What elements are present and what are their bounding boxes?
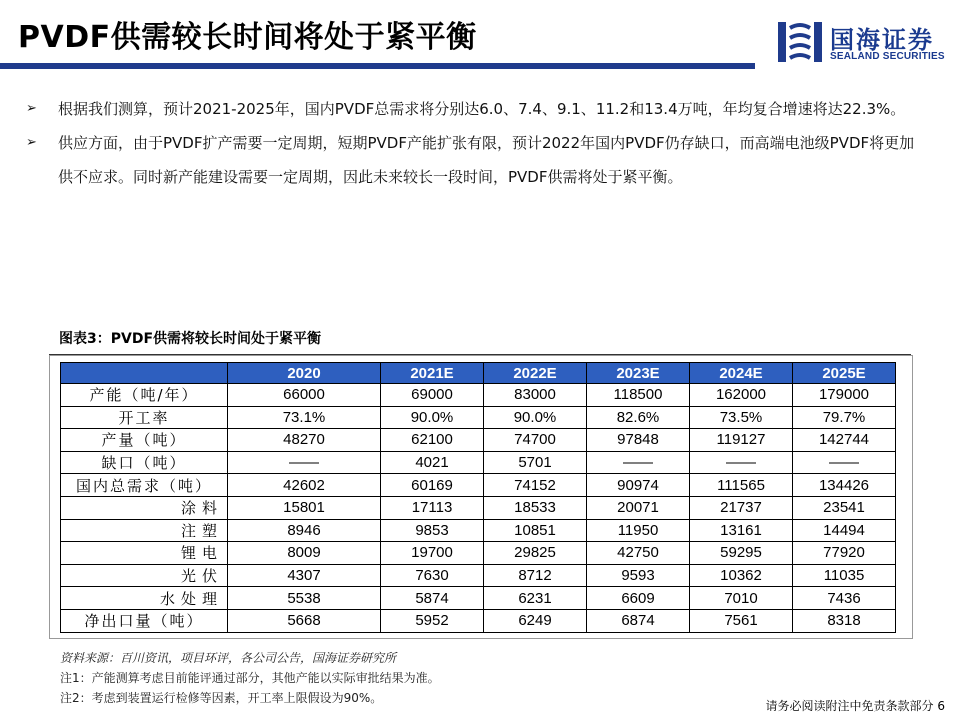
value-cell: 134426	[793, 474, 896, 497]
table-row	[61, 496, 896, 519]
logo-chinese-name: 国海证券	[830, 26, 934, 54]
bullet-text: 供应方面，由于PVDF扩产需要一定周期，短期PVDF产能扩张有限，预计2022年国内PVDF仍存缺口，而高端电池级PVDF将更加供不应求。同时新产能建设需要一定周期，因此未来较长一段时间，PVDF供需将处于紧平衡。	[58, 134, 915, 186]
value-cell: 6231	[484, 587, 587, 610]
value-cell: 8946	[228, 519, 381, 542]
value-cell: 6249	[484, 609, 587, 632]
arrow-bullet-icon: ➢	[26, 101, 37, 116]
value-cell: 8318	[793, 609, 896, 632]
value-cell: 73.5%	[690, 406, 793, 429]
note-line: 注1：产能测算考虑目前能评通过部分，其他产能以实际审批结果为准。	[60, 671, 440, 685]
figure-header	[49, 322, 911, 356]
value-cell: 90.0%	[381, 406, 484, 429]
table-header-row	[61, 363, 896, 384]
value-cell: 5538	[228, 587, 381, 610]
value-cell: 97848	[587, 429, 690, 452]
page-number: 6	[937, 699, 945, 713]
header-cell: 2023E	[587, 363, 690, 384]
value-cell: 142744	[793, 429, 896, 452]
value-cell: 9593	[587, 564, 690, 587]
table-row	[61, 519, 896, 542]
value-cell: 7630	[381, 564, 484, 587]
row-label-cell: 产量（吨）	[61, 429, 228, 452]
source-line: 资料来源：百川资讯，项目环评，各公司公告，国海证券研究所	[60, 651, 397, 665]
header-cell: 2024E	[690, 363, 793, 384]
value-cell: 20071	[587, 496, 690, 519]
value-cell: 4307	[228, 564, 381, 587]
value-cell: ——	[793, 451, 896, 474]
value-cell: 118500	[587, 384, 690, 407]
row-label-cell: 产能（吨/年）	[61, 384, 228, 407]
row-label-cell: 光伏	[61, 564, 228, 587]
value-cell: 19700	[381, 542, 484, 565]
value-cell: 9853	[381, 519, 484, 542]
value-cell: 5668	[228, 609, 381, 632]
row-label-cell: 缺口（吨）	[61, 451, 228, 474]
company-logo	[776, 20, 956, 68]
value-cell: 90974	[587, 474, 690, 497]
header-cell: 2025E	[793, 363, 896, 384]
value-cell: 66000	[228, 384, 381, 407]
value-cell: 42602	[228, 474, 381, 497]
value-cell: 17113	[381, 496, 484, 519]
row-label-cell: 国内总需求（吨）	[61, 474, 228, 497]
value-cell: 62100	[381, 429, 484, 452]
bullet-text: 根据我们测算，预计2021-2025年，国内PVDF总需求将分别达6.0、7.4、9.1、11.2和13.4万吨，年均复合增速将达22.3%。	[58, 100, 906, 118]
value-cell: 48270	[228, 429, 381, 452]
value-cell: ——	[228, 451, 381, 474]
value-cell: 6874	[587, 609, 690, 632]
value-cell: 60169	[381, 474, 484, 497]
title-underline	[0, 63, 755, 69]
value-cell: 8712	[484, 564, 587, 587]
disclaimer-text: 请务必阅读附注中免责条款部分	[765, 699, 934, 713]
value-cell: 11950	[587, 519, 690, 542]
value-cell: 10362	[690, 564, 793, 587]
logo-english-name: SEALAND SECURITIES	[830, 51, 945, 62]
value-cell: 74152	[484, 474, 587, 497]
header-cell: 2020	[228, 363, 381, 384]
value-cell: 79.7%	[793, 406, 896, 429]
sealand-logo-icon	[776, 20, 824, 66]
row-label-cell: 水处理	[61, 587, 228, 610]
value-cell: 8009	[228, 542, 381, 565]
arrow-bullet-icon: ➢	[26, 135, 37, 150]
value-cell: 11035	[793, 564, 896, 587]
value-cell: 15801	[228, 496, 381, 519]
value-cell: 82.6%	[587, 406, 690, 429]
value-cell: 73.1%	[228, 406, 381, 429]
value-cell: 14494	[793, 519, 896, 542]
bullet-item	[26, 126, 926, 194]
value-cell: 59295	[690, 542, 793, 565]
row-label-cell: 涂料	[61, 496, 228, 519]
value-cell: 111565	[690, 474, 793, 497]
value-cell: 7436	[793, 587, 896, 610]
figure-title: 图表3：PVDF供需将较长时间处于紧平衡	[59, 331, 322, 347]
value-cell: 23541	[793, 496, 896, 519]
page-footer	[766, 697, 945, 714]
table-row	[61, 609, 896, 632]
supply-demand-table	[60, 362, 896, 633]
table-row	[61, 429, 896, 452]
table-row	[61, 587, 896, 610]
value-cell: 29825	[484, 542, 587, 565]
value-cell: ——	[587, 451, 690, 474]
value-cell: 179000	[793, 384, 896, 407]
table-row	[61, 384, 896, 407]
value-cell: 4021	[381, 451, 484, 474]
value-cell: ——	[690, 451, 793, 474]
row-label-cell: 净出口量（吨）	[61, 609, 228, 632]
value-cell: 5952	[381, 609, 484, 632]
value-cell: 10851	[484, 519, 587, 542]
value-cell: 6609	[587, 587, 690, 610]
header-cell	[61, 363, 228, 384]
value-cell: 119127	[690, 429, 793, 452]
source-notes	[60, 648, 440, 708]
value-cell: 13161	[690, 519, 793, 542]
value-cell: 69000	[381, 384, 484, 407]
row-label-cell: 注塑	[61, 519, 228, 542]
table-row	[61, 542, 896, 565]
value-cell: 77920	[793, 542, 896, 565]
page-title: PVDF供需较长时间将处于紧平衡	[18, 20, 477, 55]
bullet-item	[26, 92, 926, 126]
value-cell: 21737	[690, 496, 793, 519]
header-cell: 2021E	[381, 363, 484, 384]
value-cell: 7010	[690, 587, 793, 610]
row-label-cell: 开工率	[61, 406, 228, 429]
value-cell: 5701	[484, 451, 587, 474]
value-cell: 5874	[381, 587, 484, 610]
value-cell: 162000	[690, 384, 793, 407]
table-row	[61, 406, 896, 429]
value-cell: 90.0%	[484, 406, 587, 429]
value-cell: 83000	[484, 384, 587, 407]
value-cell: 42750	[587, 542, 690, 565]
value-cell: 18533	[484, 496, 587, 519]
row-label-cell: 锂电	[61, 542, 228, 565]
value-cell: 7561	[690, 609, 793, 632]
value-cell: 74700	[484, 429, 587, 452]
bullet-list	[26, 92, 926, 194]
table-row	[61, 474, 896, 497]
note-line: 注2：考虑到装置运行检修等因素，开工率上限假设为90%。	[60, 691, 383, 705]
header-cell: 2022E	[484, 363, 587, 384]
table-row	[61, 564, 896, 587]
table-frame	[49, 355, 913, 639]
table-row	[61, 451, 896, 474]
